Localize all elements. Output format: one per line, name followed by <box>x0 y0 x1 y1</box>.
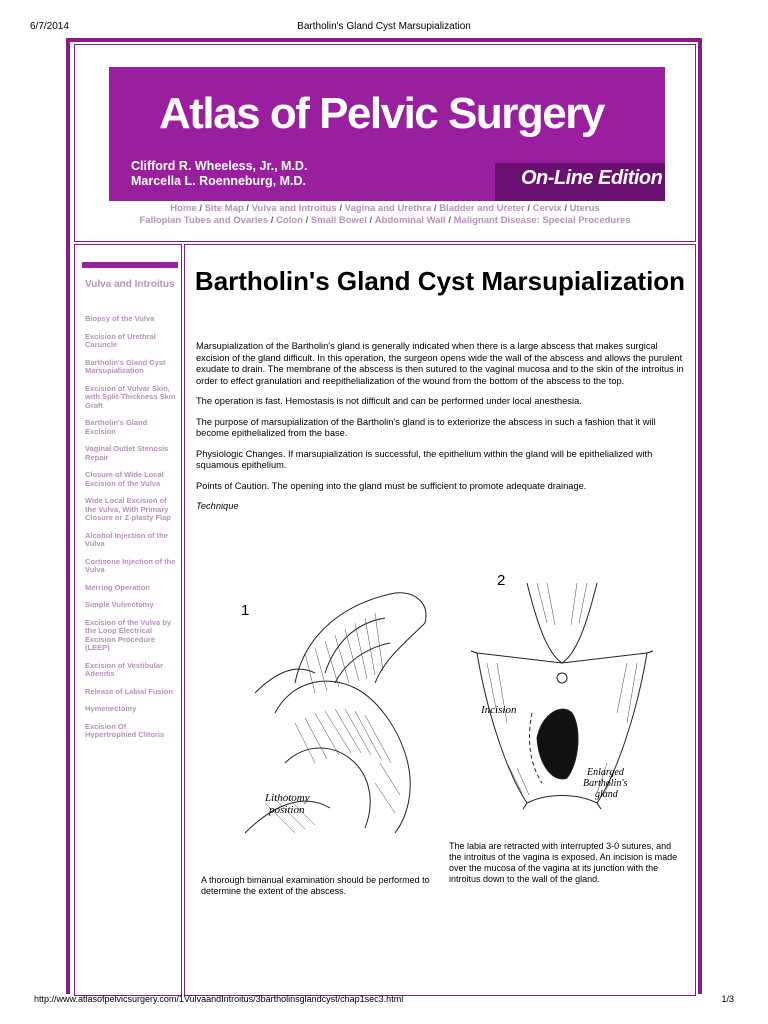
nav-line-2 <box>75 215 695 227</box>
nav-line-1 <box>75 203 695 215</box>
print-page-number: 1/3 <box>721 994 734 1004</box>
paragraph-physiologic: Physiologic Changes. If marsupialization is successful, the epithelium within the gland will be epithelialized with squamous epithelium. <box>196 448 653 470</box>
page-title: Bartholin's Gland Cyst Marsupialization <box>194 266 686 296</box>
sidebar-item-biopsy[interactable]: Biopsy of the Vulva <box>85 314 155 323</box>
sidebar-item-closure-wide-excision[interactable]: Closure of Wide Local Excision of the Vulva <box>85 470 164 488</box>
sidebar-item-labial-fusion[interactable]: Release of Labial Fusion <box>85 686 173 696</box>
paragraph-purpose: The purpose of marsupialization of the Bartholin's gland is to exteriorize the abscess in such a fashion that it will become epithelialized from the base. <box>196 416 656 438</box>
nav-separator: / <box>339 203 343 214</box>
nav-separator: / <box>305 215 309 226</box>
sidebar-item-bartholin-excision[interactable]: Bartholin's Gland Excision <box>85 418 148 436</box>
sidebar-item-merring-operation[interactable]: Merring Operation <box>85 582 151 592</box>
figure-2-caption: The labia are retracted with interrupted 3-0 sutures, and the introitus of the vagina is exposed. An incision is made over the mucosa of the vagina at its junction with the introitus down to the wall of the gland. <box>449 841 678 884</box>
nav-site-map[interactable]: Site Map <box>204 203 244 214</box>
print-header <box>0 0 768 30</box>
nav-vulva-introitus[interactable]: Vulva and Introitus <box>251 203 337 214</box>
figure-1-label-line1: Lithotomy <box>265 792 310 804</box>
sidebar-item-wide-excision-zplasty[interactable]: Wide Local Excision of the Vulva, With Primary Closure or Z-plasty Flap <box>85 496 171 522</box>
nav-separator: / <box>270 215 274 226</box>
paragraph-operation: The operation is fast. Hemostasis is not difficult and can be performed under local anesthesia. <box>196 396 582 406</box>
print-url[interactable]: http://www.atlasofpelvicsurgery.com/1VulvaandIntroitus/3bartholinsglandcyst/chap1sec3.html <box>34 994 404 1004</box>
sidebar-item-simple-vulvectomy[interactable]: Simple Vulvectomy <box>85 600 154 609</box>
figure-2-label-incision: Incision <box>481 704 517 716</box>
nav-separator: / <box>527 203 530 214</box>
site-logo-title: Atlas of Pelvic Surgery <box>159 89 604 138</box>
author-2: Marcella L. Roenneburg, M.D. <box>131 174 307 188</box>
figure-2-number: 2 <box>497 572 506 589</box>
nav-bladder-ureter[interactable]: Bladder and Ureter <box>439 203 525 214</box>
site-header <box>74 44 696 242</box>
technique-label: Technique <box>196 501 239 511</box>
main-content <box>184 244 696 996</box>
article-body <box>196 341 690 522</box>
main-nav <box>75 203 695 227</box>
nav-separator: / <box>199 203 202 214</box>
sidebar-item-cortisone-injection[interactable]: Cortisone Injection of the Vulva <box>85 556 176 574</box>
nav-separator: / <box>369 215 373 226</box>
figure-1-number: 1 <box>241 602 250 619</box>
sidebar-item-outlet-stenosis[interactable]: Vaginal Outlet Stenosis Repair <box>85 444 169 462</box>
sidebar-item-hymenectomy[interactable]: Hymenectomy <box>85 704 137 713</box>
page-inner <box>70 42 698 994</box>
paragraph-caution: Points of Caution. The opening into the gland must be sufficient to promote adequate drainage. <box>196 480 587 491</box>
figure-2-label-gland-3: gland <box>595 789 618 800</box>
sidebar-item-leep[interactable]: Excision of the Vulva by the Loop Electrical Excision Procedure (LEEP) <box>85 617 171 652</box>
sidebar-item-clitoris-excision[interactable]: Excision Of Hypertrophied Clitoris <box>85 721 165 739</box>
figure-1-caption: A thorough bimanual examination should be performed to determine the extent of the abscess. <box>201 875 430 896</box>
sidebar-item-vulvar-skin-excision[interactable]: Excision of Vulvar Skin, with Split-Thickness Skin Graft <box>85 383 176 410</box>
figure-2-label-gland-2: Bartholin's <box>583 778 628 789</box>
figure-2-label-gland-1: Enlarged <box>587 767 624 778</box>
sidebar <box>74 244 182 996</box>
paragraph-intro: Marsupialization of the Bartholin's gland is generally indicated when there is a large abscess that makes surgical excision of the gland difficult. In this operation, the surgeon opens wide the wall of the abscess and allows the purulent exudate to drain. The membrane of the abscess is then sutured to the vaginal mucosa and to the skin of the introitus in order to effect granulation and reepithelialization of the wound from the bottom of the abscess to the top. <box>196 341 684 386</box>
sidebar-item-alcohol-injection[interactable]: Alcohol Injection of the Vulva <box>85 530 168 548</box>
nav-colon[interactable]: Colon <box>276 215 303 226</box>
sidebar-accent-bar <box>82 262 178 268</box>
site-authors <box>131 159 307 189</box>
sidebar-item-vestibular-adenitis[interactable]: Excision of Vestibular Adenitis <box>85 660 163 678</box>
sidebar-list <box>85 315 179 749</box>
nav-vagina-urethra[interactable]: Vagina and Urethra <box>344 203 432 214</box>
nav-separator: / <box>433 203 437 214</box>
figure-2-drawing <box>467 563 657 815</box>
print-date: 6/7/2014 <box>30 21 69 32</box>
author-1: Clifford R. Wheeless, Jr., M.D. <box>131 159 308 173</box>
nav-separator: / <box>246 203 249 214</box>
sidebar-item-urethral-caruncle[interactable]: Excision of Urethral Caruncle <box>85 331 156 349</box>
page-frame <box>66 38 702 994</box>
site-banner[interactable] <box>109 67 665 201</box>
nav-separator: / <box>564 203 567 214</box>
edition-label: On-Line Edition <box>521 167 663 189</box>
print-title: Bartholin's Gland Cyst Marsupialization <box>297 21 471 32</box>
figure-1-label-line2: position <box>269 804 305 816</box>
nav-home[interactable]: Home <box>170 203 197 214</box>
nav-abdominal-wall[interactable]: Abdominal Wall <box>374 215 446 226</box>
sidebar-item-bartholin-marsupialization[interactable]: Bartholin's Gland Cyst Marsupialization <box>85 357 166 375</box>
nav-malignant-disease[interactable]: Malignant Disease: Special Procedures <box>453 215 631 226</box>
nav-fallopian-tubes[interactable]: Fallopian Tubes and Ovaries <box>139 215 269 226</box>
nav-separator: / <box>448 215 451 226</box>
figure-2-illustration <box>467 563 657 815</box>
figure-1-drawing <box>235 563 435 845</box>
nav-uterus[interactable]: Uterus <box>569 203 600 214</box>
nav-small-bowel[interactable]: Small Bowel <box>310 215 367 226</box>
nav-cervix[interactable]: Cervix <box>532 203 562 214</box>
figure-1-illustration <box>235 563 435 845</box>
sidebar-heading[interactable]: Vulva and Introitus <box>85 279 175 290</box>
